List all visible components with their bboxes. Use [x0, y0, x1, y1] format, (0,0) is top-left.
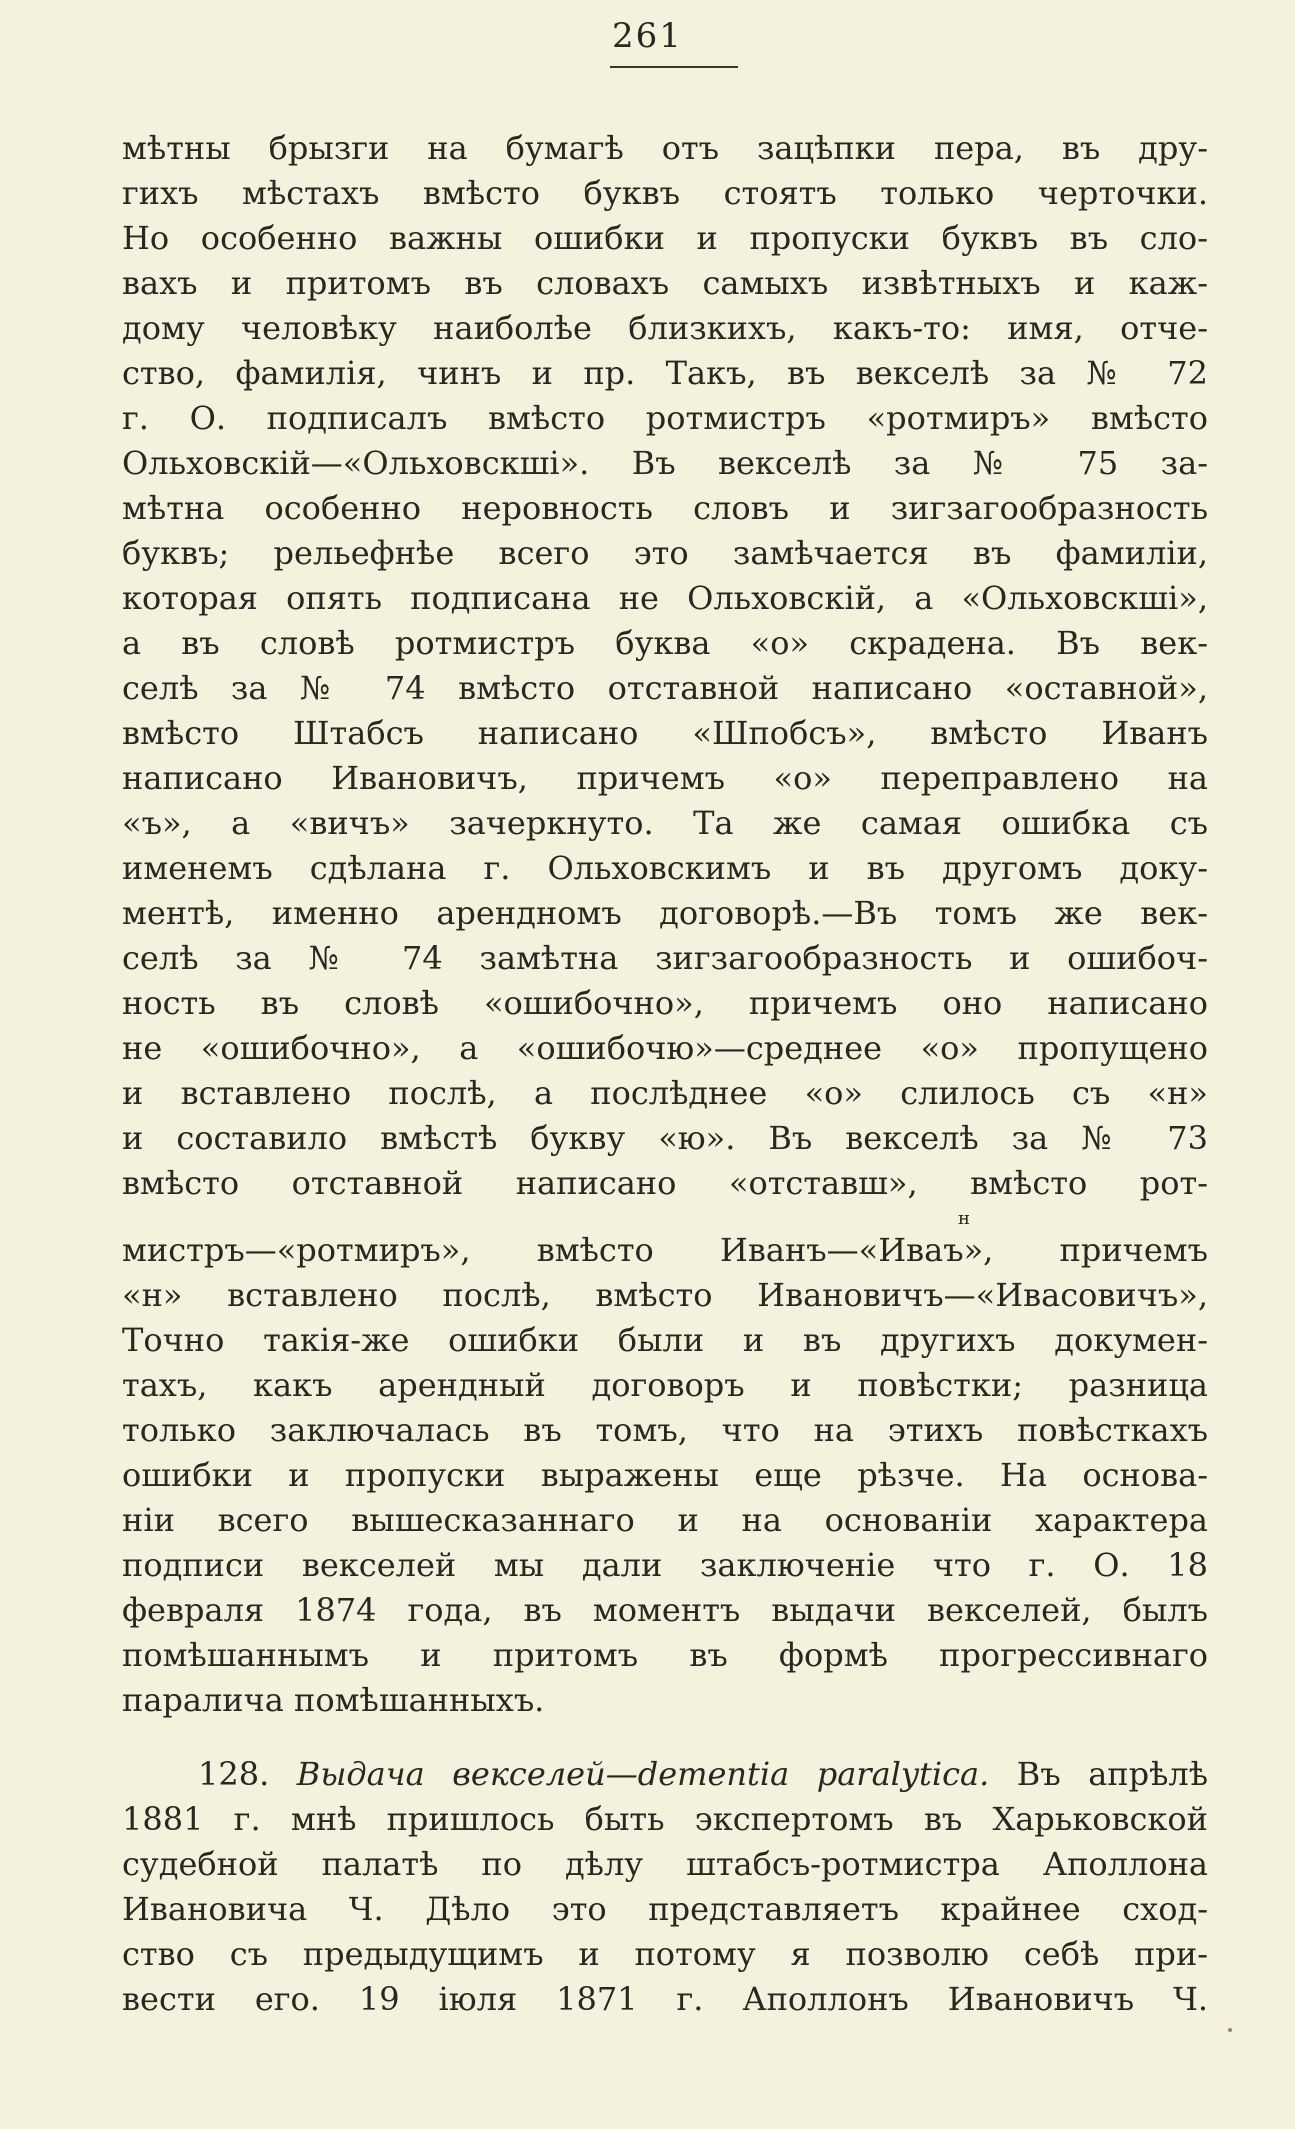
text-line: Ивановича Ч. Дѣло это представляетъ крайнее сход-	[122, 1890, 1208, 1928]
text-line: Но особенно важны ошибки и пропуски буквъ въ сло-	[122, 219, 1208, 257]
header-rule	[610, 66, 738, 68]
text-line: не «ошибочно», а «ошибочю»—среднее «о» пропущено	[122, 1029, 1208, 1067]
text-line: тахъ, какъ арендный договоръ и повѣстки; разница	[122, 1366, 1208, 1404]
text-line: которая опять подписана не Ольховскій, а «Ольховскші»,	[122, 579, 1208, 617]
text-line: «н» вставлено послѣ, вмѣсто Ивановичъ—«Ивасовичъ»,	[122, 1276, 1208, 1314]
section-number: 128.	[198, 1755, 270, 1793]
inserted-letter-note: н	[958, 1208, 970, 1229]
text-line: Ольховскій—«Ольховскші». Въ векселѣ за № 75 за-	[122, 444, 1208, 482]
text-line: г. О. подписалъ вмѣсто ротмистръ «ротмиръ» вмѣсто	[122, 399, 1208, 437]
text-line: вмѣсто Штабсъ написано «Шпобсъ», вмѣсто Иванъ	[122, 714, 1208, 752]
text-line: гихъ мѣстахъ вмѣсто буквъ стоятъ только черточки.	[122, 174, 1208, 212]
text-line: ошибки и пропуски выражены еще рѣзче. На основа-	[122, 1456, 1208, 1494]
text-line: 1881 г. мнѣ пришлось быть экспертомъ въ Харьковской	[122, 1800, 1208, 1838]
text-line: судебной палатѣ по дѣлу штабсъ-ротмистра Аполлона	[122, 1845, 1208, 1883]
text-line: вести его. 19 іюля 1871 г. Аполлонъ Ивановичъ Ч.	[122, 1980, 1208, 2018]
section-heading-line	[122, 1752, 1208, 1797]
text-line: только заключалась въ томъ, что на этихъ повѣсткахъ	[122, 1411, 1208, 1449]
text-line: буквъ; рельефнѣе всего это замѣчается въ фамиліи,	[122, 534, 1208, 572]
text-line: мѣтны брызги на бумагѣ отъ зацѣпки пера, въ дру-	[122, 129, 1208, 167]
text-line: Точно такія-же ошибки были и въ другихъ докумен-	[122, 1321, 1208, 1359]
text-line: селѣ за № 74 замѣтна зигзагообразность и ошибоч-	[122, 939, 1208, 977]
text-line: и составило вмѣстѣ букву «ю». Въ векселѣ за № 73	[122, 1119, 1208, 1157]
text-line: селѣ за № 74 вмѣсто отставной написано «оставной»,	[122, 669, 1208, 707]
paragraph-128	[122, 1752, 1208, 2022]
text-fragment: Въ апрѣлѣ	[1016, 1755, 1209, 1793]
text-line: вмѣсто отставной написано «отставш», вмѣсто рот-	[122, 1164, 1208, 1202]
section-heading: Выдача векселей—dementia paralytica.	[296, 1755, 990, 1793]
text-line: и вставлено послѣ, а послѣднее «о» слилось съ «н»	[122, 1074, 1208, 1112]
text-line: ство съ предыдущимъ и потому я позволю себѣ при-	[122, 1935, 1208, 1973]
text-line: дому человѣку наиболѣе близкихъ, какъ-то: имя, отче-	[122, 309, 1208, 347]
page-number: 261	[612, 16, 683, 56]
text-line: вахъ и притомъ въ словахъ самыхъ извѣтныхъ и каж-	[122, 264, 1208, 302]
text-line: февраля 1874 года, въ моментъ выдачи векселей, былъ	[122, 1591, 1208, 1629]
text-line: подписи векселей мы дали заключеніе что г. О. 18	[122, 1546, 1208, 1584]
text-line: помѣшаннымъ и притомъ въ формѣ прогрессивнаго	[122, 1636, 1208, 1674]
text-line: ніи всего вышесказаннаго и на основаніи характера	[122, 1501, 1208, 1539]
text-line: ность въ словѣ «ошибочно», причемъ оно написано	[122, 984, 1208, 1022]
text-line: именемъ сдѣлана г. Ольховскимъ и въ другомъ доку-	[122, 849, 1208, 887]
text-line: паралича помѣшанныхъ.	[122, 1681, 545, 1719]
print-speck	[1228, 2028, 1232, 2032]
text-line: ментѣ, именно арендномъ договорѣ.—Въ томъ же век-	[122, 894, 1208, 932]
text-line: мистръ—«ротмиръ», вмѣсто Иванъ—«Иваъ», причемъ	[122, 1231, 1208, 1269]
text-line: мѣтна особенно неровность словъ и зигзагообразность	[122, 489, 1208, 527]
text-line: ство, фамилія, чинъ и пр. Такъ, въ векселѣ за № 72	[122, 354, 1208, 392]
text-line: а въ словѣ ротмистръ буква «о» скрадена. Въ век-	[122, 624, 1208, 662]
text-line: написано Ивановичъ, причемъ «о» переправлено на	[122, 759, 1208, 797]
paragraph-continued	[122, 126, 1208, 1723]
text-line: «ъ», а «вичъ» зачеркнуто. Та же самая ошибка съ	[122, 804, 1208, 842]
